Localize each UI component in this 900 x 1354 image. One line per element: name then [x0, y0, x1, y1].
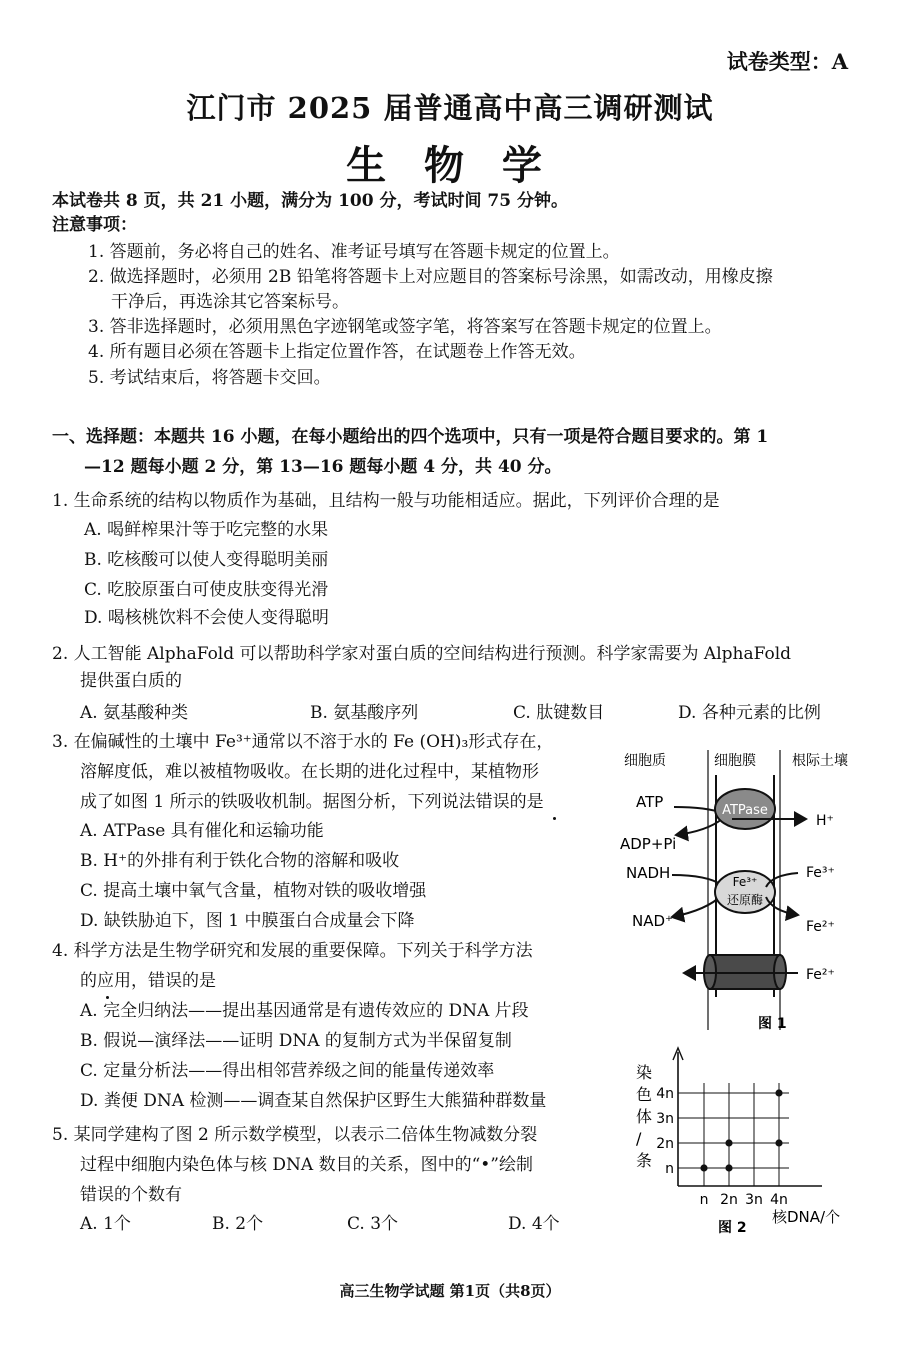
paper-type: 试卷类型：A	[726, 49, 848, 74]
fig2-ylabel-char: 条	[636, 1151, 653, 1170]
q2-option-b: B. 氨基酸序列	[310, 703, 419, 723]
exam-title: 江门市 2025 届普通高中高三调研测试	[186, 91, 714, 125]
subject-title: 生 物 学	[346, 142, 554, 189]
question-5-stem-cont: 过程中细胞内染色体与核 DNA 数目的关系，图中的“•”绘制	[80, 1155, 533, 1175]
question-3-stem-cont: 溶解度低，难以被植物吸收。在长期的进化过程中，某植物形	[80, 762, 539, 782]
q4-option-a: A. 完全归纳法——提出基因通常是有遗传效应的 DNA 片段	[80, 1001, 529, 1021]
fig1-header-membrane: 细胞膜	[714, 753, 756, 769]
q2-option-a: A. 氨基酸种类	[80, 703, 189, 723]
fig2-xtick-label: 4n	[770, 1192, 788, 1208]
q4-option-d: D. 粪便 DNA 检测——调查某自然保护区野生大熊猫种群数量	[80, 1091, 547, 1111]
fig2-xtick-label: 2n	[720, 1192, 738, 1208]
q5-option-b: B. 2个	[212, 1214, 264, 1234]
section-heading-cont: —12 题每小题 2 分，第 13—16 题每小题 4 分，共 40 分。	[84, 457, 562, 477]
fig2-data-point	[775, 1089, 782, 1096]
note-item: 2. 做选择题时，必须用 2B 铅笔将答题卡上对应题目的答案标号涂黑，如需改动，用橡皮擦	[88, 267, 773, 287]
note-item: 5. 考试结束后，将答题卡交回。	[88, 368, 331, 388]
fig2-ylabel-char: 染	[636, 1063, 653, 1082]
q5-option-d: D. 4个	[508, 1214, 560, 1234]
fe2-in-label: Fe²⁺	[806, 967, 835, 983]
question-2-stem-cont: 提供蛋白质的	[80, 671, 182, 691]
adp-pi-label: ADP+Pi	[620, 835, 677, 853]
q5-option-a: A. 1个	[80, 1214, 131, 1234]
question-3-stem-cont: 成了如图 1 所示的铁吸收机制。据图分析，下列说法错误的是	[80, 792, 544, 812]
note-item: 干净后，再选涂其它答案标号。	[111, 292, 349, 312]
fe2-soil-label: Fe²⁺	[806, 919, 835, 935]
question-3-stem: 3. 在偏碱性的土壤中 Fe³⁺通常以不溶于水的 Fe (OH)₃形式存在，	[52, 732, 554, 752]
fig2-xticks	[700, 1192, 788, 1208]
q1-option-a: A. 喝鲜榨果汁等于吃完整的水果	[84, 520, 329, 540]
fig1-header-soil: 根际土壤	[792, 753, 848, 769]
reductase-label: 还原酶	[726, 893, 764, 907]
fig1-header-cytoplasm: 细胞质	[624, 753, 666, 769]
figure-2-chart	[622, 1040, 860, 1240]
fig2-points	[700, 1089, 782, 1171]
question-1-stem: 1. 生命系统的结构以物质作为基础，且结构一般与功能相适应。据此，下列评价合理的是	[52, 491, 720, 511]
notes-heading: 注意事项：	[52, 215, 137, 235]
q1-option-c: C. 吃胶原蛋白可使皮肤变得光滑	[84, 580, 329, 600]
question-5-stem-cont: 错误的个数有	[80, 1185, 182, 1205]
fig2-data-point	[775, 1139, 782, 1146]
q3-option-b: B. H⁺的外排有利于铁化合物的溶解和吸收	[80, 851, 400, 871]
q1-option-b: B. 吃核酸可以使人变得聪明美丽	[84, 550, 329, 570]
h-plus-label: H⁺	[816, 813, 834, 829]
fig2-ytick-label: 2n	[656, 1136, 674, 1152]
fig2-data-point	[725, 1139, 732, 1146]
q2-option-d: D. 各种元素的比例	[678, 703, 821, 723]
nadh-label: NADH	[626, 864, 671, 882]
section-heading: 一、选择题：本题共 16 小题，在每小题给出的四个选项中，只有一项是符合题目要求的。第 1	[52, 427, 769, 447]
nad-arrow	[672, 895, 722, 917]
fe3-soil-label: Fe³⁺	[806, 865, 835, 881]
fig2-ytick-label: 4n	[656, 1086, 674, 1102]
question-4-stem: 4. 科学方法是生物学研究和发展的重要保障。下列关于科学方法	[52, 941, 533, 961]
fig2-ylabel-char: 色	[636, 1085, 653, 1104]
q1-option-d: D. 喝核桃饮料不会使人变得聪明	[84, 608, 329, 628]
atpase-label: ATPase	[722, 803, 768, 818]
question-5-stem: 5. 某同学建构了图 2 所示数学模型，以表示二倍体生物减数分裂	[52, 1125, 538, 1145]
question-4-stem-cont: 的应用，错误的是	[80, 971, 216, 991]
q5-option-c: C. 3个	[347, 1214, 399, 1234]
q2-option-c: C. 肽键数目	[513, 703, 605, 723]
fig2-yticks	[656, 1086, 674, 1177]
fig2-ylabel-char: 体	[636, 1107, 653, 1126]
q4-option-c: C. 定量分析法——得出相邻营养级之间的能量传递效率	[80, 1061, 495, 1081]
atp-label: ATP	[636, 793, 664, 811]
fig2-xlabel: 核DNA/个	[772, 1208, 841, 1226]
q3-option-c: C. 提高土壤中氧气含量，植物对铁的吸收增强	[80, 881, 427, 901]
q3-option-a: A. ATPase 具有催化和运输功能	[80, 821, 324, 841]
figure-1-iron-uptake	[612, 745, 874, 1045]
q4-option-b: B. 假说—演绎法——证明 DNA 的复制方式为半保留复制	[80, 1031, 512, 1051]
fig2-caption: 图 2	[718, 1220, 747, 1236]
page-footer: 高三生物学试题 第1页（共8页）	[339, 1282, 561, 1300]
fig2-xtick-label: 3n	[745, 1192, 763, 1208]
note-item: 3. 答非选择题时，必须用黑色字迹钢笔或签字笔，将答案写在答题卡规定的位置上。	[88, 317, 722, 337]
fig1-caption: 图 1	[758, 1016, 787, 1032]
fig2-ytick-label: n	[665, 1161, 674, 1177]
fig2-xtick-label: n	[699, 1192, 709, 1208]
note-item: 1. 答题前，务必将自己的姓名、准考证号填写在答题卡规定的位置上。	[88, 242, 620, 262]
note-item: 4. 所有题目必须在答题卡上指定位置作答，在试题卷上作答无效。	[88, 342, 586, 362]
exam-intro: 本试卷共 8 页，共 21 小题，满分为 100 分，考试时间 75 分钟。	[52, 191, 568, 211]
q3-option-d: D. 缺铁胁迫下，图 1 中膜蛋白合成量会下降	[80, 911, 415, 931]
fe3-protein-label: Fe³⁺	[732, 875, 758, 889]
fig2-ytick-label: 3n	[656, 1111, 674, 1127]
question-2-stem: 2. 人工智能 AlphaFold 可以帮助科学家对蛋白质的空间结构进行预测。科学家需要为 AlphaFold	[52, 644, 792, 664]
fig2-ylabel-char: /	[636, 1129, 642, 1148]
nadh-arrow	[672, 875, 722, 885]
fig2-data-point	[725, 1164, 732, 1171]
nad-plus-label: NAD⁺	[632, 912, 673, 930]
fig2-grid	[673, 1048, 822, 1186]
fig2-data-point	[700, 1164, 707, 1171]
